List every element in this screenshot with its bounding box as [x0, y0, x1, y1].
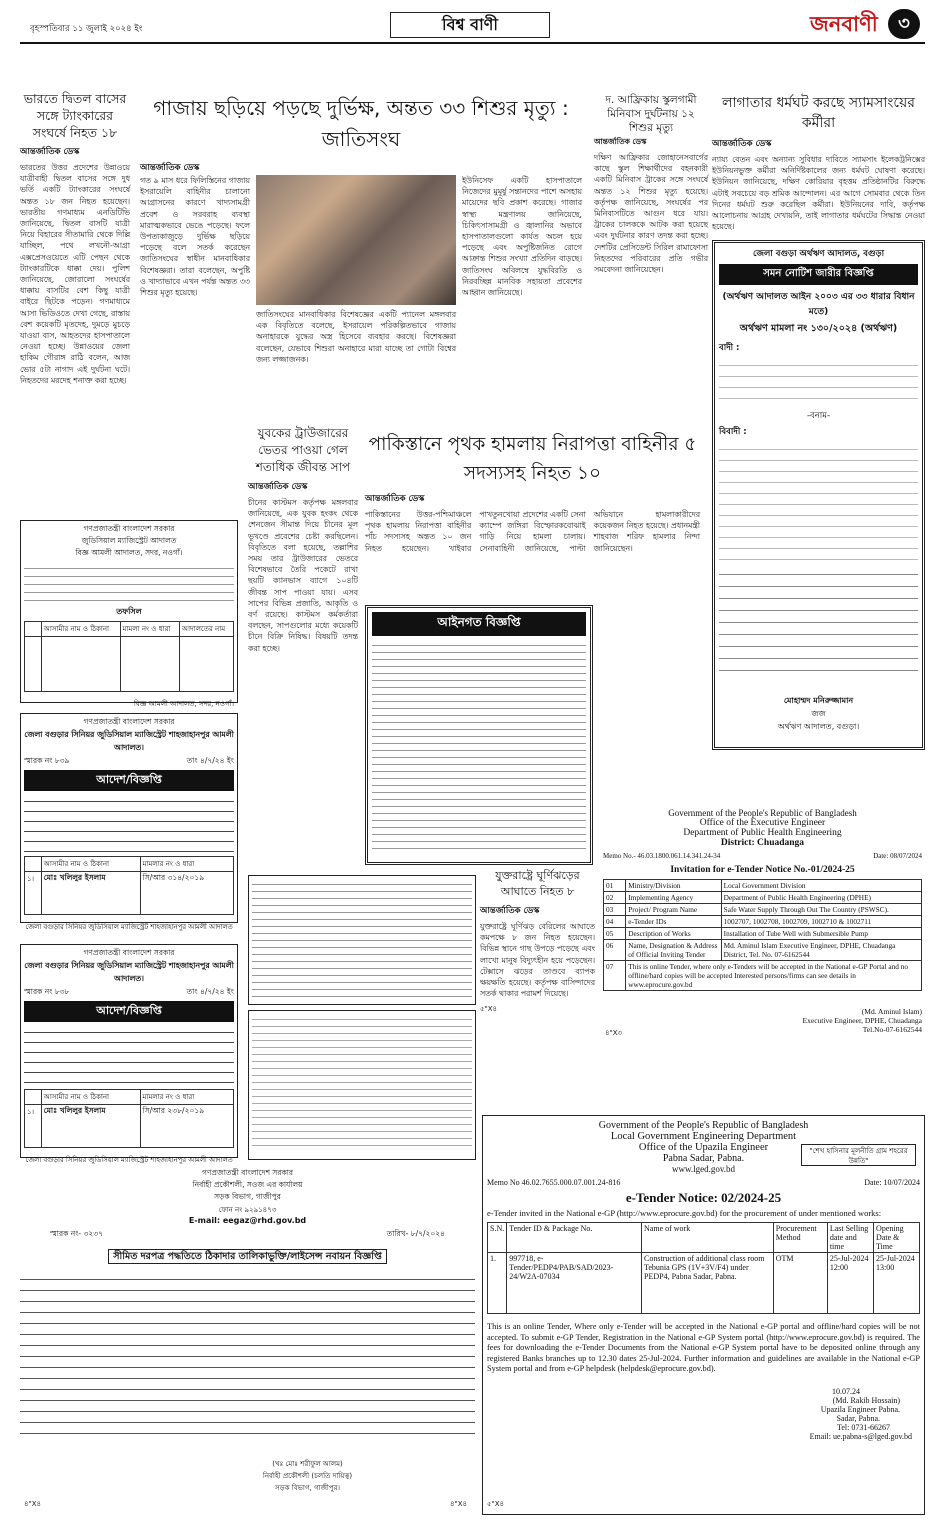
sign-title: Executive Engineer, DPHE, Chuadanga	[802, 1016, 922, 1025]
story-headline: ভারতে দ্বিতল বাসের সঙ্গে ট্যাংকারের সংঘর্ষে নিহত ১৮	[23, 91, 127, 140]
row-key: Name, Designation & Address of Official Inviting Tender	[626, 940, 721, 961]
story-body: যুক্তরাষ্ট্রে ঘূর্ণিঝড় বেরিলের আঘাতে কমপক্ষে ৮ জন নিহত হয়েছেন। বিভিন্ন স্থানে গাছ উপড়ে পড়েছে এবং লাখো মানুষ বিদ্যুৎহীন হয়ে পড়েছেন। টেক্সাসে ঝড়ের তাণ্ডবে ব্যাপক ক্ষয়ক্ষতি হয়েছে। কর্তৃপক্ষ বাসিন্দাদের সতর্ক থাকার পরামর্শ দিয়েছে।	[480, 922, 595, 999]
notice-body	[252, 1014, 472, 1152]
story-headline: লাগাতার ধর্মঘট করছে স্যামসাংয়ের কর্মীরা	[722, 95, 915, 131]
memo-number: স্মারক নং- ৩২৩৭	[50, 1229, 104, 1238]
accused-name: মোঃ খলিলুর ইসলাম	[41, 872, 140, 915]
tender-row	[604, 961, 922, 991]
row-value: Md. Aminul Islam Executive Engineer, DPHE, Chuadanga District, Tel. No. 07-6162544	[721, 940, 921, 961]
tender-table	[603, 879, 922, 991]
col-accused: আসামীর নাম ও ঠিকানা	[41, 857, 140, 872]
row-number: 07	[604, 961, 626, 991]
ad-size-code: ৪"X৪	[24, 1500, 42, 1508]
table-cell: 25-Jul-2024 13:00	[874, 1253, 920, 1314]
desk-byline: আন্তর্জাতিক ডেস্ক	[20, 147, 80, 157]
story-body: চীনের কাস্টমস কর্তৃপক্ষ মঙ্গলবার জানিয়েছে, এক যুবক হংকং থেকে শেনজেন সীমান্ত দিয়ে চীনের মূল ভূখণ্ডে প্রবেশের চেষ্টা করছিলেন। বিবৃতিতে বলা হয়েছে, তল্লাশির সময় তার ট্রাউজারের ভেতরে বিশেষভাবে তৈরি পকেটে রাখা ছয়টি ক্যানভাস ব্যাগে ১০৪টি জীবন্ত সাপ পাওয়া যায়। এসব সাপের বিভিন্ন প্রজাতি, আকৃতি ও বর্ণ রয়েছে। কাস্টমস কর্মকর্তারা বলছেন, সাপগুলোর মধ্যে কয়েকটি চীনে বিক্রি নিষিদ্ধ। বিষয়টি তদন্ত করা হচ্ছে।	[248, 498, 358, 653]
column-header: Last Selling date and time	[827, 1223, 873, 1253]
story-headline: দ. আফ্রিকায় স্কুলগামী মিনিবাস দুর্ঘটনায় ১২ শিশুর মৃত্যু	[605, 94, 697, 134]
row-value: This is online Tender, where only e-Tenders will be accepted in the National e-GP Portal and no offline/hard copies will be accepted Interested persons/firms can see details in www.eprocure.gov.bd	[626, 961, 922, 991]
gaza-photo	[256, 175, 456, 305]
court-line: জেলা বগুড়ার সিনিয়র জুডিসিয়াল ম্যাজিস্ট্রেট শাহজাহানপুর আমলী আদালত।	[24, 961, 234, 983]
row-value: Local Government Division	[721, 880, 921, 892]
table-cell: 997718, e-Tender/PEDP4/PAB/SAD/2023-24/W2A-07034	[507, 1253, 642, 1314]
column-header: Procurement Method	[773, 1223, 827, 1253]
issue-date: বৃহস্পতিবার ১১ জুলাই ২০২৪ ইং	[30, 24, 143, 34]
tender-row	[604, 916, 922, 928]
section-title-text: বিশ্ব বাণী	[442, 15, 498, 34]
desk-byline: আন্তর্জাতিক ডেস্ক	[594, 137, 647, 146]
slogan: "শেখ হাসিনার মূলনীতি গ্রাম শহরের উন্নতি"	[809, 1147, 908, 1165]
memo-number: স্মারক নং ৮৩৯	[24, 756, 70, 765]
tender-row	[604, 892, 922, 904]
col-accused: আসামীর নাম ও ঠিকানা	[41, 1090, 140, 1105]
govt-line: Government of the People's Republic of Bangladesh	[598, 1120, 809, 1131]
notice-body	[24, 1025, 234, 1087]
row-key: Description of Works	[626, 928, 721, 940]
tender-row	[604, 880, 922, 892]
story-headline: গাজায় ছড়িয়ে পড়ছে দুর্ভিক্ষ, অন্তত ৩৩ শিশুর মৃত্যু : জাতিসংঘ	[153, 96, 569, 151]
notice-title: সীমিত দরপত্র পদ্ধতিতে ঠিকাদার তালিকাভুক্তি/লাইসেন্স নবায়ন বিজ্ঞপ্তি	[20, 1244, 475, 1265]
row-key: Project/ Program Name	[626, 904, 721, 916]
judge-court: অর্থঋণ আদালত, বগুড়া।	[777, 722, 860, 731]
ad-legal-notice	[365, 605, 593, 865]
page-number-badge	[888, 9, 920, 39]
govt-line: গণপ্রজাতন্ত্রী বাংলাদেশ সরকার	[83, 948, 175, 957]
notice-title: আদেশ/বিজ্ঞপ্তি	[24, 770, 234, 791]
memo-date: তাং ৪/৭/২৪ ইং	[186, 756, 234, 765]
ad-court-naogaon	[20, 520, 238, 708]
row-number: 01	[604, 880, 626, 892]
notice-body	[252, 879, 472, 997]
row-value: Installation of Tube Well with Submersible Pump	[721, 928, 921, 940]
header-rule	[20, 42, 925, 44]
versus: -বনাম-	[806, 411, 831, 421]
ad-rhd-gazipur	[20, 1168, 475, 1513]
tender-intro: e-Tender invited in the National e-GP (http://www.eprocure.gov.bd) for the procurement of under mentioned works:	[487, 1208, 882, 1218]
ad-size-code: ৪"X৩	[605, 1029, 623, 1037]
govt-line: গণপ্রজাতন্ত্রী বাংলাদেশ সরকার	[83, 524, 175, 533]
story-body: ন্যায্য বেতন এবং অন্যান্য সুবিধার দাবিতে স্যামসাং ইলেকট্রনিক্সের ইউনিয়নভুক্ত কর্মীরা অনির্দিষ্টকালের জন্য ধর্মঘট ঘোষণা করেছে। ইউনিয়ন জানিয়েছে, দক্ষিণ কোরিয়ার বৃহত্তম প্রতিষ্ঠানটির বিরুদ্ধে এটাই সবচেয়ে বড় শ্রমিক আন্দোলন। এর আগে সোমবার থেকে তিন দিনের ধর্মঘট শুরু করেছিল কর্মীরা। ইউনিয়নের দাবি, কর্তৃপক্ষ আলোচনায় আগ্রহ দেখায়নি, তাই লাগাতার ধর্মঘটের সিদ্ধান্ত নেওয়া হয়েছে।	[712, 155, 925, 232]
notice-body	[24, 794, 234, 854]
notice-body	[719, 565, 918, 675]
ad-size-code: ৫"X৪	[480, 1005, 498, 1014]
col-accused: আসামীর নাম ও ঠিকানা	[41, 622, 120, 637]
ad-court-shajahanpur-1	[20, 713, 238, 931]
schedule-title: তফসিল	[116, 607, 142, 616]
story-gaza	[140, 93, 582, 413]
law-reference: (অর্থঋণ আদালত আইন ২০০৩ এর ৩৩ ধারার বিধান মতে)	[722, 292, 915, 317]
column-header: S.N.	[488, 1223, 507, 1253]
accused-table: আসামীর নাম ও ঠিকানা মামলার নং ও ধারা ১। মোঃ খলিলুর ইসলাম সি/আর ৩১৪/২০১৯	[24, 856, 234, 915]
office-line: নির্বাহী প্রকৌশলী, সওজ এর কার্যালয়	[192, 1180, 303, 1189]
signature-block: জেলা বগুড়ার সিনিয়র জুডিসিয়াল ম্যাজিস্ট্রেট শাহজাহানপুর আমলী আদালত	[25, 923, 233, 931]
table-cell: 25-Jul-2024 12:00	[827, 1253, 873, 1314]
story-body: পাকিস্তানের উত্তর-পশ্চিমাঞ্চলে পৃথক হামলায় নিরাপত্তা বাহিনীর পাঁচ সদস্যসহ অন্তত ১০ জন নিহত হয়েছেন। খাইবার পাখতুনখোয়া প্রদেশের একটি সেনা ক্যাম্পে জঙ্গিরা বিস্ফোরকবোঝাই গাড়ি নিয়ে হামলা চালায়। সেনাবাহিনী জানিয়েছে, পাল্টা অভিযানে হামলাকারীদের কয়েকজন নিহত হয়েছে। প্রধানমন্ত্রী শাহবাজ শরিফ হামলার নিন্দা জানিয়েছেন।	[365, 510, 700, 553]
sign-date: 10.07.24	[832, 1386, 860, 1396]
story-body-col1: গত ৯ মাস ধরে ফিলিস্তিনের গাজায় ইসরায়েলি বাহিনীর চালানো আগ্রাসনের কারণে খাদ্যসামগ্রী প্রবেশ ও সরবরাহ ব্যবস্থা মারাত্মকভাবে ভেঙে পড়েছে। ফলে উপত্যকাজুড়ে দুর্ভিক্ষ ছড়িয়ে পড়েছে বলে সতর্ক করেছেন জাতিসংঘের স্বাধীন মানবাধিকার বিশেষজ্ঞরা। তারা বলেছেন, অপুষ্টি ও খাদ্যাভাবে এখন পর্যন্ত অন্তত ৩৩ শিশুর মৃত্যু হয়েছে।	[140, 176, 250, 298]
sign-name: (Md. Aminul Islam)	[861, 1007, 922, 1016]
judge-title: জজ	[811, 709, 826, 718]
col-court: আদালতের নাম	[179, 622, 233, 637]
notice-body	[24, 562, 234, 604]
table-cell: Construction of additional class room Tebunia GPS (1V+3V/F4) under PEDP4, Pabna Sadar, Pabna.	[642, 1253, 774, 1314]
email-line: E-mail: eegaz@rhd.gov.bd	[188, 1216, 307, 1225]
story-headline: যুক্তরাষ্ট্রে ঘূর্ণিঝড়ের আঘাতে নিহত ৮	[495, 869, 580, 898]
column-header: Tender ID & Package No.	[507, 1223, 642, 1253]
section-title	[390, 12, 550, 38]
tender-row	[604, 928, 922, 940]
row-value: Safe Water Supply Through Out The Country (PSWSC).	[721, 904, 921, 916]
notice-title: সমন নোটিশ জারীর বিজ্ঞপ্তি	[719, 264, 918, 285]
district-line: District: Chuadanga	[720, 838, 805, 848]
case-number: সি/আর ২৩৮/২০১৯	[140, 1105, 233, 1148]
defendant-label: বিবাদী :	[719, 427, 747, 437]
dept-line: Department of Public Health Engineering	[683, 828, 842, 838]
tender-row	[604, 904, 922, 916]
story-samsung	[712, 93, 925, 233]
row-number: 05	[604, 928, 626, 940]
table-cell: OTM	[773, 1253, 827, 1314]
case-number: সি/আর ৩১৪/২০১৯	[140, 872, 233, 915]
ad-size-code-2: ৪"X৪	[450, 1500, 468, 1508]
notice-title: আদেশ/বিজ্ঞপ্তি	[24, 1001, 234, 1022]
sign-email: Email: ue.pabna-s@lged.gov.bd	[809, 1431, 912, 1441]
desk-byline: আন্তর্জাতিক ডেস্ক	[248, 482, 308, 492]
ad-small-notice-2	[248, 1010, 476, 1160]
govt-line: গণপ্রজাতন্ত্রী বাংলাদেশ সরকার	[83, 717, 175, 726]
sign-tel: Tel.No-07-6162544	[862, 1025, 922, 1034]
masthead	[20, 8, 925, 40]
row-number: 02	[604, 892, 626, 904]
row-number: 06	[604, 940, 626, 961]
ad-small-notice-1	[248, 875, 476, 1005]
story-headline: পাকিস্তানে পৃথক হামলায় নিরাপত্তা বাহিনীর ৫ সদস্যসহ নিহত ১০	[368, 434, 697, 484]
column-header: Opening Date & Time	[874, 1223, 920, 1253]
ad-dphe-tender	[600, 805, 925, 1105]
plaintiff-text	[719, 357, 918, 407]
row-value: 1002707, 1002708, 1002709, 1002710 & 1002711	[721, 916, 921, 928]
row-number: 03	[604, 904, 626, 916]
col-sn	[25, 622, 42, 637]
desk-byline: আন্তর্জাতিক ডেস্ক	[480, 906, 540, 916]
col-case: মামলার নং ও ধারা	[140, 857, 233, 872]
sign-name: (Md. Rakib Hossain)	[832, 1395, 900, 1405]
ad-summon-notice	[712, 240, 925, 750]
row-key: Ministry/Division	[626, 880, 721, 892]
row-key: e-Tender IDs	[626, 916, 721, 928]
story-body-col3: ইউনিসেফ একটি হাসপাতালে নিজেদের মুমূর্ষু সন্তানদের পাশে অসহায় মায়েদের ছবি প্রকাশ করেছে। গাজার স্বাস্থ্য মন্ত্রণালয় জানিয়েছে, চিকিৎসাসামগ্রী ও জ্বালানির অভাবে হাসপাতালগুলো কার্যত অচল হয়ে পড়েছে এবং অপুষ্টিজনিত রোগে আক্রান্ত শিশুর সংখ্যা প্রতিদিন বাড়ছে। জাতিসংঘ অবিলম্বে যুদ্ধবিরতি ও নিরবচ্ছিন্ন মানবিক সহায়তা প্রবেশের আহ্বান জানিয়েছে।	[462, 176, 582, 298]
court-line: জুডিসিয়াল ম্যাজিস্ট্রেট আদালত	[81, 536, 177, 545]
story-body: দক্ষিণ আফ্রিকার জোহানেসবার্গের কাছে স্কুল শিক্ষার্থীদের বহনকারী একটি মিনিবাস ট্রাকের সঙ্গে সংঘর্ষে অন্তত ১২ শিশুর মৃত্যু হয়েছে। কর্তৃপক্ষ জানিয়েছে, সংঘর্ষের পর মিনিবাসটিতে আগুন ধরে যায়। ট্রাকের চালককে আটক করা হয়েছে এবং দুর্ঘটনার কারণ তদন্ত করা হচ্ছে। দেশটির প্রেসিডেন্ট সিরিল রামাফোসা নিহতদের পরিবারের প্রতি গভীর সমবেদনা জানিয়েছেন।	[594, 153, 708, 275]
signature-block: বিজ্ঞ আমলী আদালত, সদর, নওগাঁ।	[133, 700, 234, 708]
case-number: অর্থঋণ মামলা নং ১৩০/২০২৪ (অর্থঋণ)	[739, 323, 898, 334]
sign-title: নির্বাহী প্রকৌশলী (চলতি দায়িত্ব)	[262, 1472, 353, 1480]
col-case: মামলা নং ও ধারা	[120, 622, 179, 637]
tender-table-header	[488, 1223, 920, 1253]
ad-lged-tender	[482, 1115, 925, 1515]
story-snake	[248, 425, 358, 865]
govt-line: Government of the People's Republic of Bangladesh	[668, 808, 857, 818]
signature-block: জেলা বগুড়ার সিনিয়র জুডিসিয়াল ম্যাজিস্ট্রেট শাহজাহানপুর আমলী আদালত	[25, 1156, 233, 1164]
story-india-bus	[20, 90, 130, 470]
tender-paragraph: This is an online Tender, Where only e-Tender will be accepted in the National e-GP portal and offline/hard copies will be not accepted. To submit e-GP Tender, Registration in the National e-GP System portal (http://www.eprocure.gov.bd) is required. The fees for downloading the e-Tender Documents from the National e-GP System portal have to be deposited online through any registered Banks branches up to 12.30 dates 25-Jul-2024. Further information and guidelines are available in the National e-GP System portal and from e-GP helpdesk (helpdesk@eprocure.gov.bd).	[487, 1322, 920, 1373]
desk-byline: আন্তর্জাতিক ডেস্ক	[365, 494, 425, 504]
accused-name: মোঃ খলিলুর ইসলাম	[41, 1105, 140, 1148]
notice-body	[20, 1271, 475, 1436]
memo-date: তাং ৪/৭/২৪ ইং	[186, 987, 234, 996]
sign-title: Upazila Engineer Pabna.	[820, 1404, 900, 1414]
office-line: Office of the Upazila Engineer	[638, 1142, 769, 1153]
slogan-box	[801, 1144, 916, 1166]
memo-date: Date: 08/07/2024	[873, 852, 922, 860]
court-name: জেলা বগুড়া অর্থঋণ আদালত, বগুড়া	[752, 249, 885, 259]
ad-court-shajahanpur-2	[20, 944, 238, 1164]
memo-number: স্মারক নং ৮৩৮	[24, 987, 70, 996]
defendant-text	[719, 441, 918, 561]
tender-title: e-Tender Notice: 02/2024-25	[625, 1190, 782, 1205]
memo-number: Memo No.- 46.03.1800.061.14.341.24-34	[603, 852, 721, 860]
sign-place: Sadar, Pabna.	[836, 1413, 880, 1423]
newspaper-logo	[810, 8, 890, 40]
office-line: Office of the Executive Engineer	[699, 818, 826, 828]
dept-line: Local Government Engineering Department	[610, 1131, 797, 1142]
column-header: Name of work	[642, 1223, 774, 1253]
tender-title: Invitation for e-Tender Notice No.-01/2024-25	[670, 865, 855, 875]
logo-text: জনবাণী	[810, 12, 878, 36]
plaintiff-label: বাদী :	[719, 343, 740, 353]
court-line: জেলা বগুড়ার সিনিয়র জুডিসিয়াল ম্যাজিস্ট্রেট শাহজাহানপুর আমলী আদালত।	[24, 730, 234, 752]
sign-name: (খঃ মোঃ শরীফুল আলম)	[272, 1460, 343, 1468]
place-line: বিজ্ঞ আমলী আদালত, সদর, নওগাঁ।	[75, 548, 183, 557]
desk-byline: আন্তর্জাতিক ডেস্ক	[712, 139, 772, 149]
memo-date: Date: 10/07/2024	[864, 1178, 920, 1187]
dept-line: সড়ক বিভাগ, গাজীপুর	[214, 1192, 281, 1201]
row-value: Department of Public Health Engineering (DPHE)	[721, 892, 921, 904]
col-case: মামলার নং ও ধারা	[140, 1090, 233, 1105]
tender-table	[487, 1222, 920, 1314]
accused-table: আসামীর নাম ও ঠিকানা মামলার নং ও ধারা ১। মোঃ খলিলুর ইসলাম সি/আর ২৩৮/২০১৯	[24, 1089, 234, 1148]
place-line: Pabna Sadar, Pabna.	[662, 1153, 745, 1164]
judge-name: মোহাম্মদ মনিরুজ্জামান	[783, 696, 854, 705]
website-line: www.lged.gov.bd	[671, 1164, 736, 1174]
notice-title: আইনগত বিজ্ঞপ্তি	[372, 612, 586, 636]
page-number: ৩	[898, 13, 910, 34]
memo-date: তারিখ- ৮/৭/২০২৪	[386, 1229, 445, 1238]
story-south-africa	[594, 93, 708, 413]
table-cell: 1.	[488, 1253, 507, 1314]
row-number: 04	[604, 916, 626, 928]
row-key: Implementing Agency	[626, 892, 721, 904]
story-headline: যুবকের ট্রাউজারের ভেতর পাওয়া গেল শতাধিক জীবন্ত সাপ	[255, 426, 351, 474]
memo-number: Memo No 46.02.7655.000.07.001.24-816	[487, 1178, 621, 1187]
ad-size-code: ৫"X৪	[487, 1500, 505, 1508]
tender-table-row	[488, 1253, 920, 1314]
sign-tel: Tel: 0731-66267	[837, 1422, 890, 1432]
story-body-col2: জাতিসংঘের মানবাধিকার বিশেষজ্ঞের একটি প্যানেল মঙ্গলবার এক বিবৃতিতে বলেছে, ইসরায়েল পরিকল্পিতভাবে গাজায় অনাহারকে যুদ্ধের অস্ত্র হিসেবে ব্যবহার করছে। বিশেষজ্ঞরা বলেছেন, যেভাবে শিশুরা অনাহারে মারা যাচ্ছে তা গোটা বিশ্বের জন্য লজ্জাজনক।	[256, 310, 456, 364]
desk-byline: আন্তর্জাতিক ডেস্ক	[140, 163, 200, 173]
govt-line: গণপ্রজাতন্ত্রী বাংলাদেশ সরকার	[201, 1168, 294, 1177]
story-body: ভারতের উত্তর প্রদেশের উন্নাওয়ে যাত্রীবাহী দ্বিতল বাসের সঙ্গে দুধ ভর্তি একটি ট্যাংকারের সংঘর্ষে অন্তত ১৮ জন নিহত হয়েছেন। ভারতীয় গণমাধ্যম এনডিটিভি জানিয়েছে, দ্বিতল বাসটি যাত্রী নিয়ে বিহারের সীতামারি থেকে দিল্লি যাচ্ছিল, পথে লখনৌ-আগ্রা এক্সপ্রেসওয়েতে এটি পেছন থেকে ট্যাংকারটিকে ধাক্কা দেয়। পুলিশ জানিয়েছে, জোরালো সংঘর্ষের ধাক্কায় বাসটির বেশ কিছু যাত্রী বাইরে ছিটকে পড়েন। গণমাধ্যমে আসা ভিডিওতে দেখা গেছে, রাস্তায় বেশ কয়েকটি মৃতদেহ, দুমড়ে মুচড়ে যাওয়া বাস, আহতদের হাসপাতালে নেওয়া হচ্ছে। উন্নাওয়ের জেলা হাকিম গৌরাঙ্গ রাঠি বলেন, আজ ভোর ৫টা নাগাদ এই দুর্ঘটনা ঘটে। নিহতদের মরদেহ শনাক্ত করা হচ্ছে।	[20, 163, 130, 385]
phone-line: ফোন নং ৯২৯১৪৭৩	[218, 1206, 277, 1214]
sign-dept: সড়ক বিভাগ, গাজীপুর।	[275, 1484, 340, 1492]
notice-body	[372, 640, 586, 855]
story-pakistan	[365, 430, 700, 600]
schedule-table	[24, 621, 234, 692]
tender-row	[604, 940, 922, 961]
